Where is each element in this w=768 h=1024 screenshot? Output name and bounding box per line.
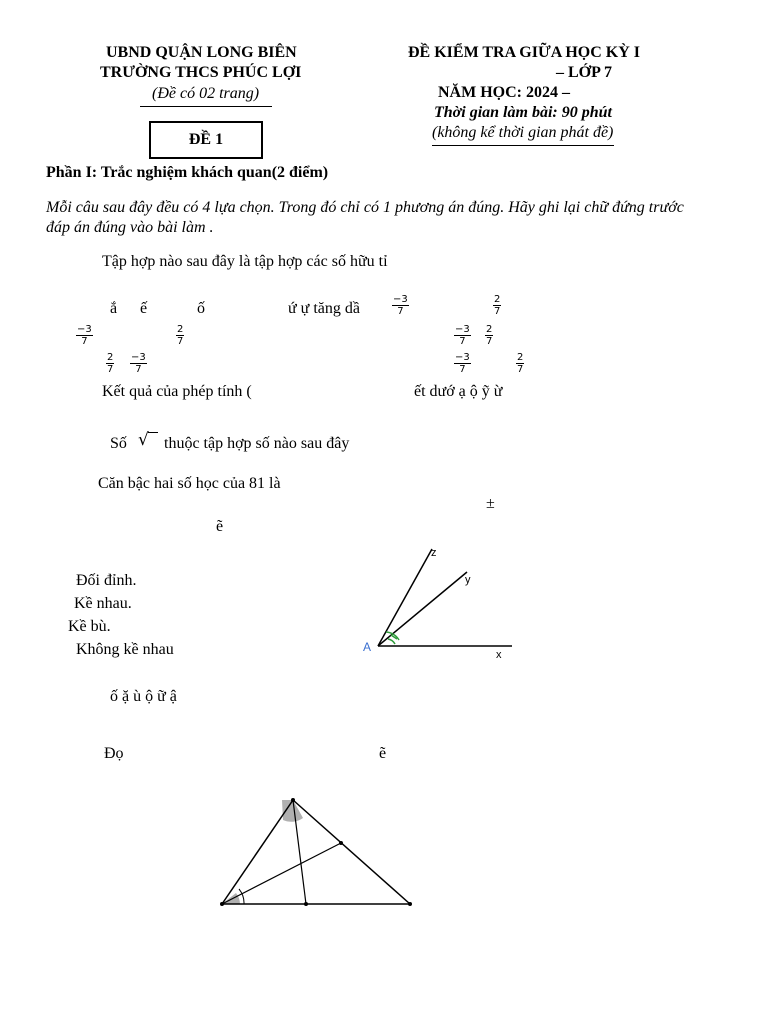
vertex-point bbox=[291, 798, 295, 802]
fraction: −3 7 bbox=[455, 352, 470, 375]
vertex-point bbox=[220, 902, 224, 906]
option-d: Không kề nhau bbox=[76, 641, 174, 658]
fraction: 2 7 bbox=[486, 324, 493, 347]
cevian-line bbox=[222, 843, 341, 904]
question-3: Kết quả của phép tính ( bbox=[102, 383, 252, 400]
plus-minus-sign: ± bbox=[486, 495, 495, 512]
fraction: 2 7 bbox=[107, 352, 114, 375]
question-8-fragment: Đọ bbox=[104, 745, 124, 762]
label-x: x bbox=[496, 649, 502, 661]
sqrt-overline bbox=[148, 432, 158, 433]
question-4: Số bbox=[110, 435, 127, 452]
side-point bbox=[339, 841, 343, 845]
fraction: −3 7 bbox=[131, 352, 146, 375]
question-6-fragment: ẽ bbox=[216, 518, 224, 535]
option-c: Kề bù. bbox=[68, 618, 111, 635]
section-title: Phần I: Trắc nghiệm khách quan(2 điểm) bbox=[46, 164, 329, 181]
exam-code: ĐỀ 1 bbox=[188, 131, 224, 148]
base-point bbox=[304, 902, 308, 906]
duration-underline bbox=[432, 145, 614, 146]
note-underline bbox=[140, 106, 272, 107]
question-2-fragment: ắ bbox=[110, 300, 118, 317]
question-4-text: thuộc tập hợp số nào sau đây bbox=[164, 435, 350, 452]
angle-figure bbox=[355, 540, 515, 665]
question-2-fragment: ế bbox=[140, 300, 148, 317]
vertex-point bbox=[408, 902, 412, 906]
question-1: Tập hợp nào sau đây là tập hợp các số hữu tỉ bbox=[102, 253, 388, 270]
exam-code-box bbox=[149, 121, 263, 159]
school-year: NĂM HỌC: 2024 – bbox=[438, 84, 570, 101]
label-y: y bbox=[465, 574, 471, 586]
question-7-fragment: ố ặ ù ộ ữ ậ bbox=[110, 688, 177, 705]
label-a: A bbox=[363, 640, 372, 654]
triangle-side bbox=[293, 800, 410, 904]
section-instructions: Mỗi câu sau đây đều có 4 lựa chọn. Trong đó chỉ có 1 phương án đúng. Hãy ghi lại chữ đứng trước đáp án đúng vào bài làm . bbox=[46, 199, 684, 236]
fraction: −3 7 bbox=[393, 294, 408, 317]
question-5: Căn bậc hai số học của 81 là bbox=[98, 475, 281, 492]
option-b: Kề nhau. bbox=[74, 595, 132, 612]
triangle-figure bbox=[210, 790, 425, 915]
fraction: 2 7 bbox=[494, 294, 501, 317]
duration-note: (không kể thời gian phát đề) bbox=[432, 124, 614, 141]
fraction: 2 7 bbox=[177, 324, 184, 347]
fraction: −3 7 bbox=[77, 324, 92, 347]
school-name: TRƯỜNG THCS PHÚC LỢI bbox=[100, 64, 302, 81]
triangle-side bbox=[222, 800, 293, 904]
option-a: Đối đỉnh. bbox=[76, 572, 137, 589]
question-2-fragment: ố bbox=[197, 300, 205, 317]
question-2-fragment: ứ ự tăng dầ bbox=[288, 300, 360, 317]
exam-title: ĐỀ KIỂM TRA GIỮA HỌC KỲ I bbox=[408, 44, 641, 61]
exam-duration: Thời gian làm bài: 90 phút bbox=[434, 104, 612, 121]
sqrt-symbol: √ bbox=[138, 430, 149, 450]
label-z: z bbox=[431, 547, 437, 559]
question-8-fragment: ẽ bbox=[379, 745, 387, 762]
question-3-fragment: ết dướ ạ ộ ỹ ừ bbox=[414, 383, 503, 400]
fraction: 2 7 bbox=[517, 352, 524, 375]
fraction: −3 7 bbox=[455, 324, 470, 347]
angle-arc bbox=[388, 639, 395, 644]
page-count-note: (Đề có 02 trang) bbox=[152, 85, 260, 102]
school-district: UBND QUẬN LONG BIÊN bbox=[106, 44, 297, 61]
exam-grade: – LỚP 7 bbox=[556, 64, 613, 81]
